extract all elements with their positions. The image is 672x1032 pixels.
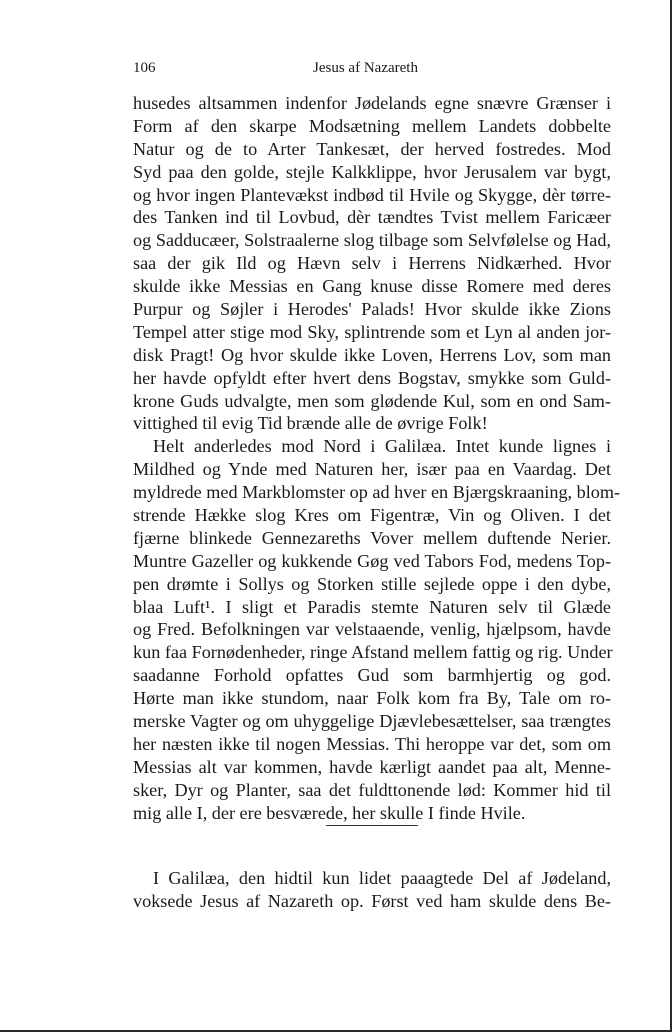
text-line: des Tanken ind til Lovbud, dèr tændtes Tvist mellem Faricæer bbox=[133, 207, 611, 228]
text-line: Muntre Gazeller og kukkende Gøg ved Tabors Fod, medens Top- bbox=[133, 550, 611, 571]
text-line: og Fred. Befolkningen var velstaaende, venlig, hjælpsom, havde bbox=[133, 619, 611, 640]
text-line: Helt anderledes mod Nord i Galilæa. Intet kunde lignes i bbox=[153, 436, 611, 457]
text-line: krone Guds udvalgte, men som glødende Kul, som en ond Sam- bbox=[133, 390, 611, 411]
text-line: disk Pragt! Og hvor skulde ikke Loven, Herrens Lov, som man bbox=[133, 344, 611, 365]
text-line: vittighed til evig Tid brænde alle de øvrige Folk! bbox=[133, 413, 488, 434]
text-line: blaa Luft¹. I sligt et Paradis stemte Naturen selv til Glæde bbox=[133, 596, 611, 617]
section-divider bbox=[326, 825, 418, 826]
text-line: fjærne blinkede Gennezareths Vover mellem duftende Nerier. bbox=[133, 527, 611, 548]
text-line: Natur og de to Arter Tankesæt, der herved fostredes. Mod bbox=[133, 138, 611, 159]
text-line: husedes altsammen indenfor Jødelands egne snævre Grænser i bbox=[133, 93, 611, 113]
body-text-section-2 bbox=[133, 867, 611, 913]
text-line: myldrede med Markblomster op ad hver en Bjærgskraaning, blom- bbox=[133, 482, 621, 503]
text-line: Form af den skarpe Modsætning mellem Landets dobbelte bbox=[133, 115, 611, 136]
text-line: voksede Jesus af Nazareth op. Først ved ham skulde dens Be- bbox=[133, 890, 611, 911]
text-line: sker, Dyr og Planter, saa det fuldttonende lød: Kommer hid til bbox=[133, 779, 611, 800]
text-line: her havde opfyldt efter hvert dens Bogstav, smykke som Guld- bbox=[133, 367, 611, 388]
page-number: 106 bbox=[133, 60, 156, 76]
text-line: og Sadducæer, Solstraalerne slog tilbage som Selvfølelse og Had, bbox=[133, 230, 611, 251]
text-line: skulde ikke Messias en Gang knuse disse Romere med deres bbox=[133, 276, 611, 297]
text-line: Purpur og Søjler i Herodes' Palads! Hvor skulde ikke Zions bbox=[133, 299, 611, 320]
text-line: mig alle I, der ere besværede, her skulle I finde Hvile. bbox=[133, 802, 526, 823]
text-line: pen drømte i Sollys og Storken stille sejlede oppe i den dybe, bbox=[133, 573, 611, 594]
text-line: her næsten ikke til nogen Messias. Thi heroppe var det, som om bbox=[133, 733, 611, 754]
text-line: Tempel atter stige mod Sky, splintrende som et Lyn al anden jor- bbox=[133, 321, 611, 342]
text-line: I Galilæa, den hidtil kun lidet paaagtede Del af Jødeland, bbox=[153, 868, 611, 888]
text-line: Messias alt var kommen, havde kærligt aandet paa alt, Menne- bbox=[133, 756, 611, 777]
text-line: Mildhed og Ynde med Naturen her, især paa en Vaardag. Det bbox=[133, 459, 611, 480]
body-text-section-1 bbox=[133, 92, 621, 825]
text-line: saadanne Forhold opfattes Gud som barmhjertig og god. bbox=[133, 665, 611, 686]
running-title: Jesus af Nazareth bbox=[313, 60, 418, 76]
text-line: kun faa Fornødenheder, ringe Afstand mellem fattig og rig. Under bbox=[133, 642, 613, 663]
text-line: merske Vagter og om uhyggelige Djævlebesættelser, saa trængtes bbox=[133, 711, 611, 732]
text-line: Hørte man ikke stundom, naar Folk kom fra By, Tale om ro- bbox=[133, 688, 611, 709]
text-line: og hvor ingen Plantevækst indbød til Hvile og Skygge, dèr tørre- bbox=[133, 184, 611, 205]
text-line: Syd paa den golde, stejle Kalkklippe, hvor Jerusalem var bygt, bbox=[133, 161, 611, 182]
text-line: strende Hække slog Kres om Figentræ, Vin og Oliven. I det bbox=[133, 505, 611, 526]
text-line: saa der gik Ild og Hævn selv i Herrens Nidkærhed. Hvor bbox=[133, 253, 611, 274]
